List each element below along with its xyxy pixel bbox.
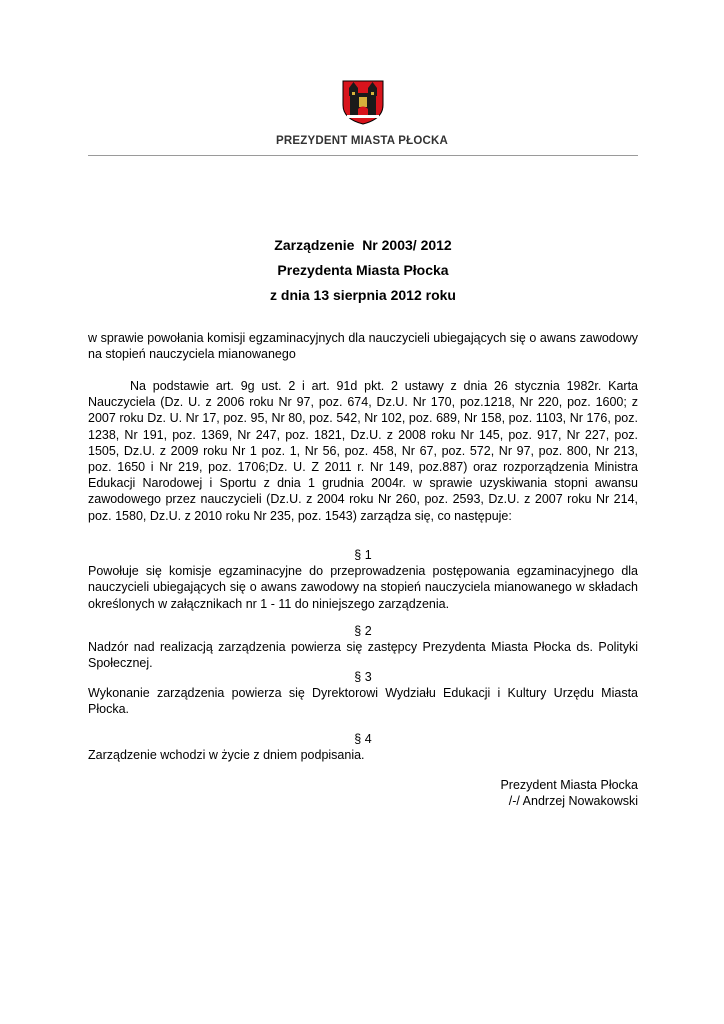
section-4 xyxy=(88,731,638,763)
section-1 xyxy=(88,547,638,612)
signature-block xyxy=(88,777,638,809)
header-divider xyxy=(88,155,638,156)
title-line-1: Zarządzenie Nr 2003/ 2012 xyxy=(274,237,452,253)
section-3-text: Wykonanie zarządzenia powierza się Dyrektorowi Wydziału Edukacji i Kultury Urzędu Miasta Płocka. xyxy=(88,686,638,717)
legal-basis-text: Na podstawie art. 9g ust. 2 i art. 91d pkt. 2 ustawy z dnia 26 stycznia 1982r. Karta Nauczyciela (Dz. U. z 2006 roku Nr 97, poz. 674, Dz.U. Nr 170, poz.1218, Nr 220, poz. 1600; z 2007 roku Dz. U. Nr 17, poz. 95, Nr 80, poz. 542, Nr 102, poz. 689, Nr 158, poz. 1103, Nr 176, poz. 1238, Nr 191, poz. 1369, Nr 247, poz. 1821, Dz.U. z 2008 roku Nr 145, poz. 917, Nr 227, poz. 1505, Dz.U. z 2009 roku Nr 1 poz. 1, Nr 56, poz. 458, Nr 67, poz. 572, Nr 97, poz. 800, Nr 213, poz. 1650 i Nr 219, poz. 1706;Dz. U. Z 2011 r. Nr 149, poz.887) oraz rozporządzenia Ministra Edukacji Narodowej i Sportu z dnia 1 grudnia 2004r. w sprawie uzyskiwania stopni awansu zawodowego przez nauczycieli (Dz.U. z 2004 roku Nr 260, poz. 2593, Dz.U. z 2007 roku Nr 214, poz. 1580, Dz.U. z 2010 roku Nr 235, poz. 1543) zarządza się, co następuje: xyxy=(88,379,638,523)
title-line-3: z dnia 13 sierpnia 2012 roku xyxy=(270,287,456,303)
signature-line-1: Prezydent Miasta Płocka xyxy=(500,778,638,792)
city-crest-icon xyxy=(341,79,385,125)
document-title xyxy=(88,233,638,308)
section-1-text: Powołuje się komisje egzaminacyjne do przeprowadzenia postępowania egzaminacyjnego dla nauczycieli ubiegających się o awans zawodowy na stopień nauczyciela mianowanego w składach określonych w załącznikach nr 1 - 11 do niniejszego zarządzenia. xyxy=(88,564,638,611)
section-4-text: Zarządzenie wchodzi w życie z dniem podpisania. xyxy=(88,748,365,763)
signature-line-2: /-/ Andrzej Nowakowski xyxy=(508,794,638,809)
section-3 xyxy=(88,669,638,718)
subject-paragraph xyxy=(88,330,638,362)
section-3-mark: § 3 xyxy=(354,670,372,684)
legal-basis-paragraph xyxy=(88,378,638,524)
section-2-text: Nadzór nad realizacją zarządzenia powierza się zastępcy Prezydenta Miasta Płocka ds. Polityki Społecznej. xyxy=(88,640,638,671)
header-title: PREZYDENT MIASTA PŁOCKA xyxy=(276,135,448,147)
section-2 xyxy=(88,623,638,672)
section-4-mark: § 4 xyxy=(354,732,372,746)
section-1-mark: § 1 xyxy=(354,548,372,562)
section-2-mark: § 2 xyxy=(354,624,372,638)
subject-text: w sprawie powołania komisji egzaminacyjnych dla nauczycieli ubiegających się o awans zawodowy na stopień nauczyciela mianowanego xyxy=(88,331,638,362)
title-line-2: Prezydenta Miasta Płocka xyxy=(277,262,449,278)
